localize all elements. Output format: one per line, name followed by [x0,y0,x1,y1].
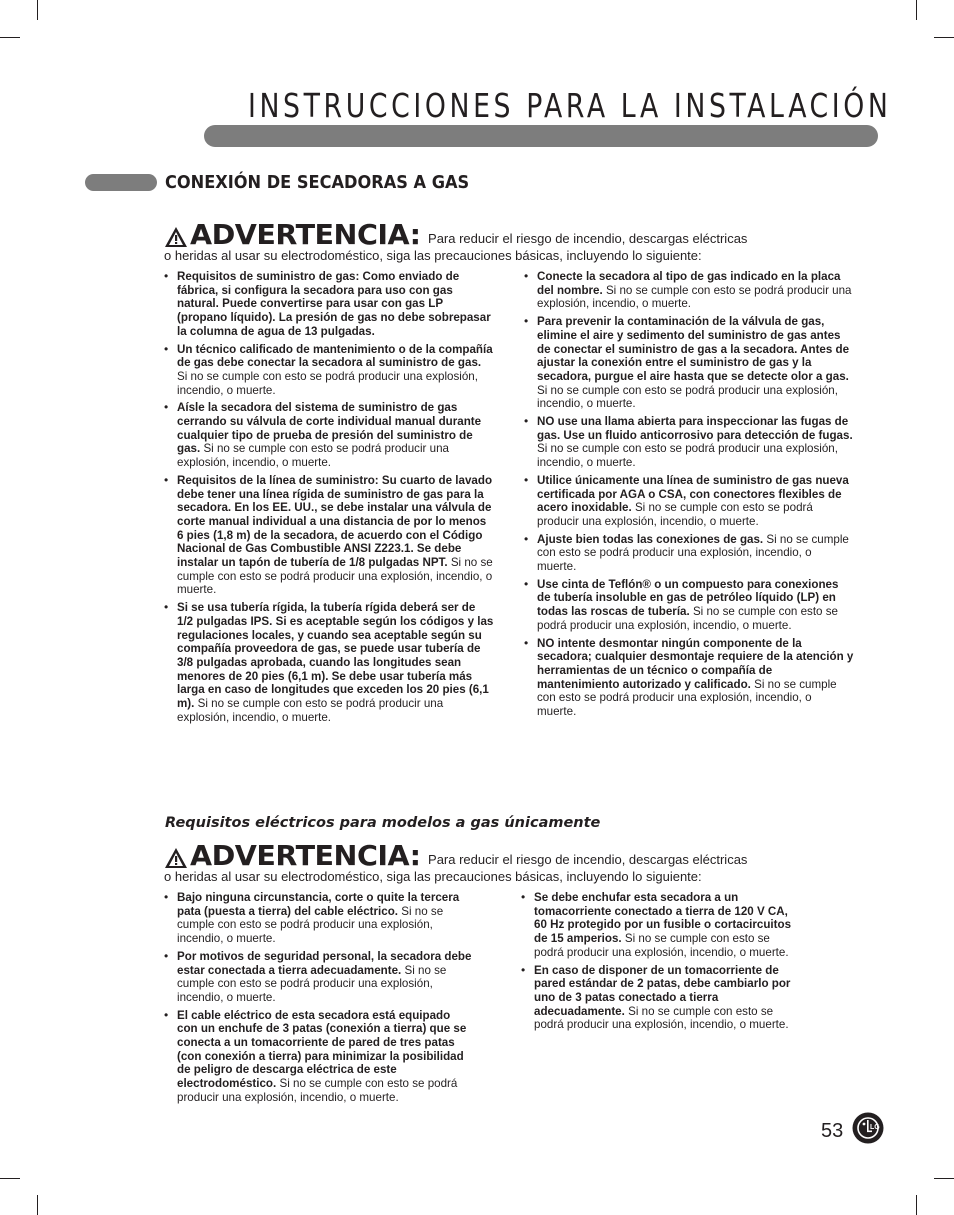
item-normal-text: Si no se cumple con esto se podrá producir una explosión, incendio, o muerte. [537,501,813,528]
crop-mark [934,1178,954,1179]
warning-line: o heridas al usar su electrodoméstico, siga las precauciones básicas, incluyendo lo siguiente: [164,248,702,263]
item-bold-text: Conecte la secadora al tipo de gas indicado en la placa del nombre. [537,270,841,297]
item-normal-text: Si no se cumple con esto se podrá producir una explosión, incendio, o muerte. [177,369,478,397]
list-item [164,401,494,470]
warning-line: o heridas al usar su electrodoméstico, siga las precauciones básicas, incluyendo lo siguiente: [164,869,702,884]
item-normal-text: Si no se cumple con esto se podrá producir una explosión, incendio, o muerte. [177,904,444,946]
item-normal-text: Si no se cumple con esto se podrá producir una explosión, incendio, o muerte. [177,556,493,597]
item-normal-text: Si no se cumple con esto se podrá producir una explosión, incendio, o muerte. [537,442,838,470]
item-bold-text: NO intente desmontar ningún componente de la secadora; cualquier desmontaje requiere de la atención y herramientas de un técnico o compañía de mantenimiento autorizado y calificado. [537,636,854,691]
page-number: 53 [821,1120,844,1142]
crop-mark [916,1195,917,1215]
crop-mark [37,0,38,20]
item-bold-text: Por motivos de seguridad personal, la secadora debe estar conectada a tierra adecuadamente. [177,949,472,977]
item-normal-text: Si no se cumple con esto se podrá producir una explosión, incendio, o muerte. [534,1004,789,1032]
list-item [521,891,801,960]
item-normal-text: Si no se cumple con esto se podrá producir una explosión, incendio, o muerte. [537,283,852,311]
page-title: INSTRUCCIONES PARA LA INSTALACIÓN [248,86,892,125]
item-normal-text: Si no se cumple con esto se podrá producir una explosión, incendio, o muerte. [177,963,447,1004]
crop-mark [37,1195,38,1215]
item-normal-text: Si no se cumple con esto se podrá producir una explosión, incendio, o muerte. [537,532,849,574]
item-bold-text: Bajo ninguna circunstancia, corte o quite la tercera pata (puesta a tierra) del cable eléctrico. [177,891,460,918]
list-item [524,415,854,470]
warning-triangle-icon [164,226,188,248]
warning-block [164,218,864,264]
item-bold-text: Si se usa tubería rígida, la tubería rígida deberá ser de 1/2 pulgadas IPS. Si es aceptable según los códigos y las regulaciones locales, y cuando sea aceptable según su compañía proveedora de gas, se puede usar tubería de 3/8 pulgadas aprobada, cuando las longitudes sean menores de 20 pies (6,1 m). Se debe usar tubería más larga en caso de longitudes que exceden los 20 pies (6,1 m). [177,601,494,711]
list-item [524,578,854,633]
item-bold-text: Requisitos de suministro de gas: Como enviado de fábrica, si configura la secadora para uso con gas natural. Puede convertirse para usar con gas LP (propano líquido). La presión de gas no debe sobrepasar la columna de agua de 13 pulgadas. [177,270,491,338]
warning-lead: Para reducir el riesgo de incendio, descargas eléctricas [428,852,748,867]
crop-mark [916,0,917,20]
subsection-title: Requisitos eléctricos para modelos a gas únicamente [165,815,601,831]
list-item [164,601,494,724]
item-bold-text: Requisitos de la línea de suministro: Su cuarto de lavado debe tener una línea rígida de suministro de gas para la secadora. En los EE. UU., se debe instalar una válvula de corte manual individual a una distancia de por lo menos 6 pies (1,8 m) de la secadora, de acuerdo con el Código Nacional de Gas Combustible ANSI Z223.1. Se debe instalar un tapón de tubería de 1/8 pulgadas NPT. [177,473,493,570]
list-item [164,950,474,1005]
list-item [521,964,801,1033]
warning-triangle-icon [164,847,188,869]
crop-mark [0,37,20,38]
item-bold-text: Use cinta de Teflón® o un compuesto para conexiones de tubería insoluble en gas de petróleo líquido (LP) en todas las roscas de tubería. [537,577,839,619]
gas-right-column [524,270,854,723]
item-normal-text: Si no se cumple con esto se podrá producir una explosión, incendio, o muerte. [177,1077,458,1104]
bullet-list [164,270,494,725]
item-normal-text: Si no se cumple con esto se podrá producir una explosión, incendio, o muerte. [177,697,444,724]
list-item [164,891,474,946]
list-item [524,315,854,411]
title-bar [204,125,878,147]
warning-block [164,839,864,885]
section-pill [85,174,157,191]
crop-mark [0,1178,20,1179]
list-item [524,533,854,574]
item-bold-text: Se debe enchufar esta secadora a un tomacorriente conectado a tierra de 120 V CA, 60 Hz protegido por un fusible o cortacircuitos de 15 amperios. [534,891,792,946]
warning-word: ADVERTENCIA: [190,218,421,251]
warning-lead: Para reducir el riesgo de incendio, descargas eléctricas [428,231,748,246]
item-bold-text: Un técnico calificado de mantenimiento o de la compañía de gas debe conectar la secadora al suministro de gas. [177,342,493,370]
item-bold-text: Para prevenir la contaminación de la válvula de gas, elimine el aire y sedimento del suministro de gas antes de conectar el suministro de gas a la secadora. Antes de ajustar la conexión entre el suministro de gas y la secadora, purgue el aire hasta que se detecte olor a gas. [537,315,850,383]
item-bold-text: Ajuste bien todas las conexiones de gas. [537,532,764,546]
list-item [164,474,494,597]
item-normal-text: Si no se cumple con esto se podrá producir una explosión, incendio, o muerte. [534,932,789,959]
elec-right-column [521,891,801,1036]
item-normal-text: Si no se cumple con esto se podrá producir una explosión, incendio, o muerte. [537,605,838,632]
item-bold-text: Utilice únicamente una línea de suministro de gas nueva certificada por AGA o CSA, con conectores flexibles de acero inoxidable. [537,473,849,515]
item-bold-text: En caso de disponer de un tomacorriente de pared estándar de 2 patas, debe cambiarlo por uno de 3 patas conectado a tierra adecuadamente. [534,963,791,1018]
logo-text: LG [870,1124,880,1131]
bullet-list [524,270,854,719]
warning-heading [164,839,864,872]
warning-word: ADVERTENCIA: [190,839,421,872]
elec-left-column [164,891,474,1109]
item-bold-text: NO use una llama abierta para inspeccionar las fugas de gas. Use un fluido anticorrosivo para detección de fugas. [537,415,853,442]
item-bold-text: El cable eléctrico de esta secadora está equipado con un enchufe de 3 patas (conexión a tierra) que se conecta a un tomacorriente de pared de tres patas (con conexión a tierra) para minimizar la posibilidad de peligro de descarga eléctrica de este electrodoméstico. [177,1008,467,1091]
item-normal-text: Si no se cumple con esto se podrá producir una explosión, incendio, o muerte. [177,442,449,470]
bullet-list [164,891,474,1105]
crop-mark [934,37,954,38]
list-item [164,1009,474,1105]
item-normal-text: Si no se cumple con esto se podrá producir una explosión, incendio, o muerte. [537,677,837,719]
list-item [164,270,494,339]
list-item [524,270,854,311]
gas-left-column [164,270,494,729]
item-bold-text: Aísle la secadora del sistema de suministro de gas cerrando su válvula de corte individual manual durante cualquier tipo de prueba de presión del suministro de gas. [177,401,482,456]
section-title: CONEXIÓN DE SECADORAS A GAS [165,172,470,193]
list-item [524,637,854,719]
lg-logo-icon [852,1112,884,1144]
list-item [164,343,494,398]
bullet-list [521,891,801,1032]
list-item [524,474,854,529]
item-normal-text: Si no se cumple con esto se podrá producir una explosión, incendio, o muerte. [537,383,838,411]
warning-heading [164,218,864,251]
